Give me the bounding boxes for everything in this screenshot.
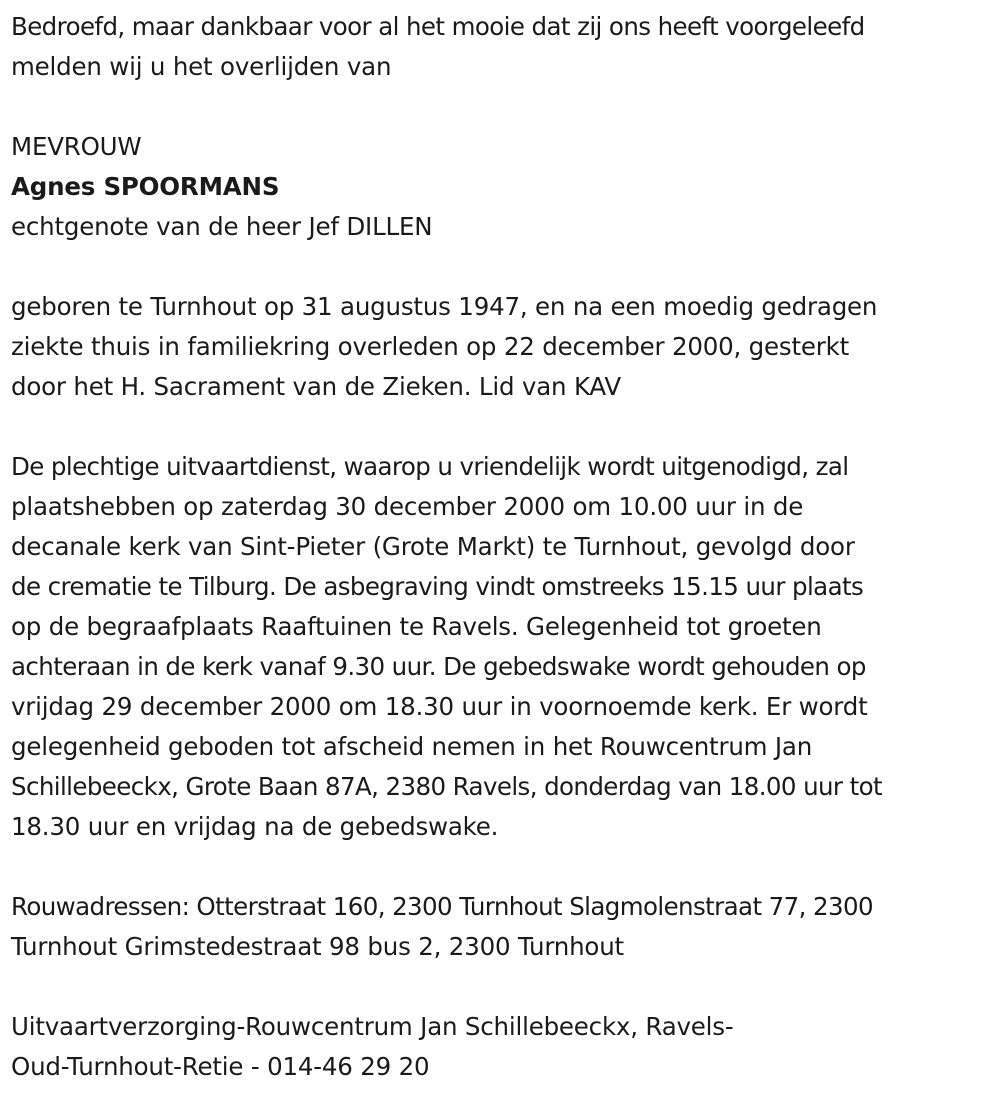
intro-line: Bedroefd, maar dankbaar voor al het mooie dat zij ons heeft voorgeleefd [11,12,865,41]
obituary-document [11,7,996,1087]
ceremony-line: de crematie te Tilburg. De asbegraving vindt omstreeks 15.15 uur plaats [11,572,864,601]
ceremony-line: De plechtige uitvaartdienst, waarop u vriendelijk wordt uitgenodigd, zal [11,452,849,481]
ceremony-line: achteraan in de kerk vanaf 9.30 uur. De gebedswake wordt gehouden op [11,652,866,681]
ceremony-line: plaatshebben op zaterdag 30 december 2000 om 10.00 uur in de [11,492,804,521]
ceremony-line: Schillebeeckx, Grote Baan 87A, 2380 Ravels, donderdag van 18.00 uur tot [11,772,882,801]
ceremony-line: decanale kerk van Sint-Pieter (Grote Markt) te Turnhout, gevolgd door [11,532,855,561]
funeral-home-line: Uitvaartverzorging-Rouwcentrum Jan Schillebeeckx, Ravels- [11,1012,734,1041]
birth-death-line: door het H. Sacrament van de Zieken. Lid van KAV [11,372,621,401]
funeral-home-line: Oud-Turnhout-Retie - 014-46 29 20 [11,1052,430,1081]
address-line: Turnhout Grimstedestraat 98 bus 2, 2300 Turnhout [11,932,624,961]
paragraph-gap [11,407,996,447]
addresses-paragraph [11,887,996,967]
paragraph-gap [11,847,996,887]
honorific-title: MEVROUW [11,132,142,161]
paragraph-gap [11,87,996,127]
birth-death-paragraph [11,287,996,407]
deceased-name: Agnes SPOORMANS [11,172,280,201]
birth-death-line: ziekte thuis in familiekring overleden op 22 december 2000, gesterkt [11,332,850,361]
ceremony-paragraph [11,447,996,847]
paragraph-gap [11,247,996,287]
ceremony-line: op de begraafplaats Raaftuinen te Ravels. Gelegenheid tot groeten [11,612,822,641]
spouse-line: echtgenote van de heer Jef DILLEN [11,212,433,241]
ceremony-line: 18.30 uur en vrijdag na de gebedswake. [11,812,499,841]
address-line: Rouwadressen: Otterstraat 160, 2300 Turnhout Slagmolenstraat 77, 2300 [11,892,873,921]
ceremony-line: gelegenheid geboden tot afscheid nemen in het Rouwcentrum Jan [11,732,813,761]
ceremony-line: vrijdag 29 december 2000 om 18.30 uur in voornoemde kerk. Er wordt [11,692,868,721]
intro-line: melden wij u het overlijden van [11,52,392,81]
intro-paragraph [11,7,996,87]
funeral-home-paragraph [11,1007,996,1087]
birth-death-line: geboren te Turnhout op 31 augustus 1947, en na een moedig gedragen [11,292,878,321]
paragraph-gap [11,967,996,1007]
